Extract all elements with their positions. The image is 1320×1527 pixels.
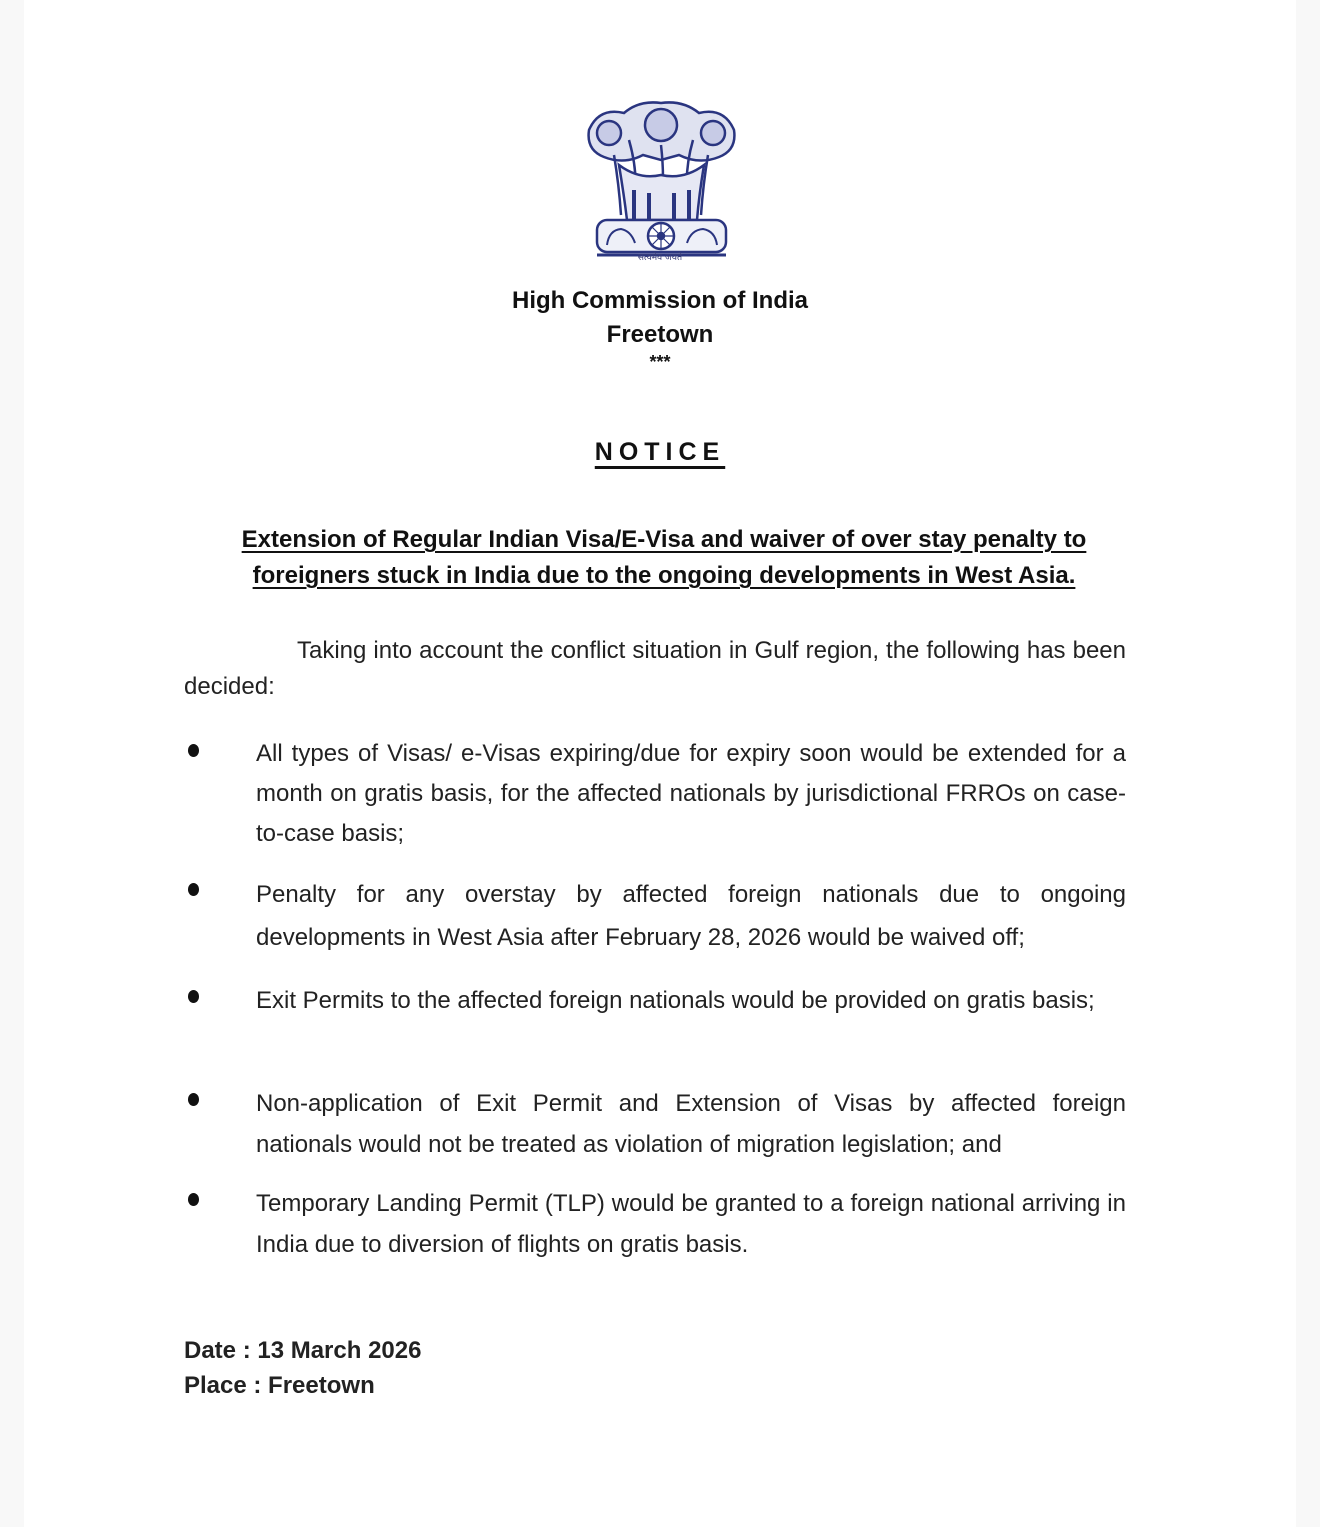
- notice-date: Date : 13 March 2026: [184, 1337, 422, 1364]
- org-name: High Commission of India: [511, 287, 808, 314]
- notice-heading: [24, 438, 1296, 467]
- notice-subject: [164, 522, 1164, 594]
- list-item-text: Exit Permits to the affected foreign nationals would be provided on gratis basis;: [256, 987, 1095, 1014]
- list-item-text: Temporary Landing Permit (TLP) would be granted to a foreign national arriving in India due to diversion of flights on gratis basis.: [256, 1190, 1126, 1258]
- bullet-icon: [188, 883, 199, 896]
- emblem-motto: सत्यमेव जयते: [637, 253, 683, 263]
- issuing-office: [24, 284, 1296, 352]
- list-item-text: All types of Visas/ e-Visas expiring/due for expiry soon would be extended for a month on gratis basis, for the affected nationals by jurisdictional FRROs on case-to-case basis;: [256, 740, 1126, 847]
- header-separator: ***: [649, 352, 671, 372]
- notice-heading-text: NOTICE: [594, 438, 726, 466]
- intro-paragraph: Taking into account the conflict situation in Gulf region, the following has been decided:: [184, 637, 1126, 700]
- signature-block: [184, 1333, 421, 1403]
- bullet-icon: [188, 1193, 199, 1206]
- list-item-text: Non-application of Exit Permit and Extension of Visas by affected foreign nationals would not be treated as violation of migration legislation; and: [256, 1090, 1126, 1158]
- national-emblem-icon: [579, 95, 744, 270]
- document-page: [24, 0, 1296, 1527]
- subject-line-1: Extension of Regular Indian Visa/E-Visa and waiver of over stay penalty to: [241, 526, 1087, 553]
- bullet-icon: [188, 1093, 199, 1106]
- org-city: Freetown: [606, 321, 714, 348]
- notice-place: Place : Freetown: [184, 1372, 375, 1399]
- bullet-icon: [188, 990, 199, 1003]
- bullet-icon: [188, 744, 199, 757]
- list-item-text: Penalty for any overstay by affected foreign nationals due to ongoing developments in West Asia after February 28, 2026 would be waived off;: [256, 881, 1126, 951]
- subject-line-2: foreigners stuck in India due to the ongoing developments in West Asia.: [252, 562, 1076, 589]
